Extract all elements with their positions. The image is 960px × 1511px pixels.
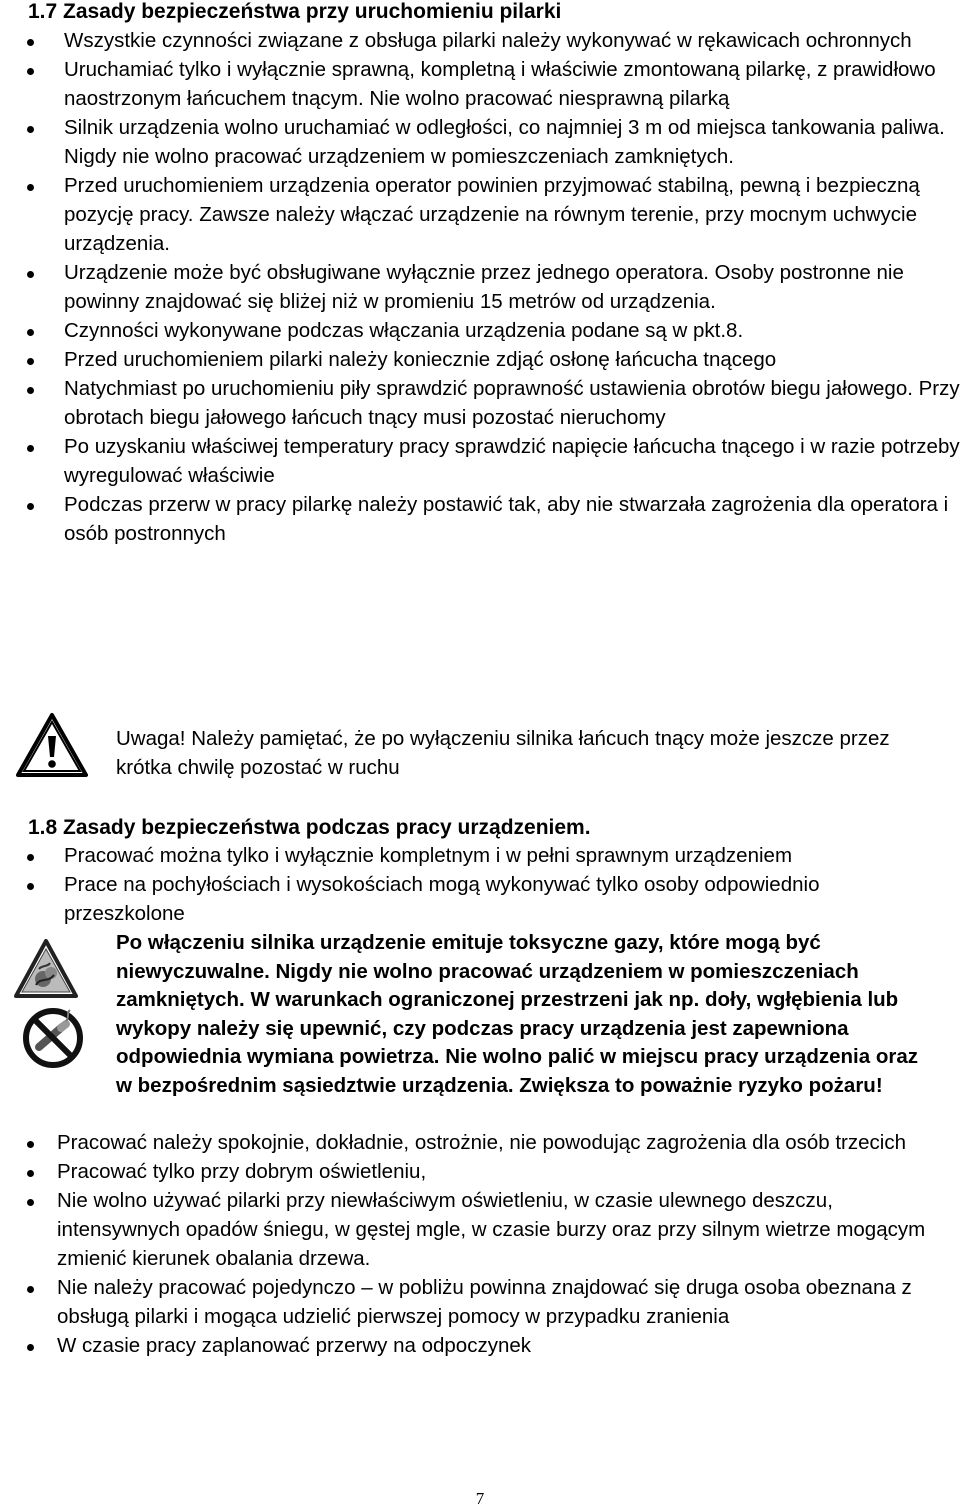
list-item: Uruchamiać tylko i wyłącznie sprawną, kompletną i właściwie zmontowaną pilarkę, z prawidłowo naostrzonym łańcuchem tnącym. Nie wolno pracować niesprawną pilarką — [64, 55, 960, 113]
list-item: Czynności wykonywane podczas włączania urządzenia podane są w pkt.8. — [64, 316, 960, 345]
bullet-icon — [27, 39, 34, 46]
bullet-icon — [27, 358, 34, 365]
list-item: Podczas przerw w pracy pilarkę należy postawić tak, aby nie stwarzała zagrożenia dla operatora i osób postronnych — [64, 490, 960, 548]
list-item: Przed uruchomieniem urządzenia operator powinien przyjmować stabilną, pewną i bezpieczną pozycję pracy. Zawsze należy włączać urządzenie na równym terenie, przy mocnym uchwycie urządzenia. — [64, 171, 960, 258]
stop-engine-warning — [16, 712, 916, 782]
no-smoking-icon — [22, 1007, 84, 1069]
list-item: Pracować można tylko i wyłącznie kompletnym i w pełni sprawnym urządzeniem — [64, 841, 944, 870]
section-1-7-list — [64, 26, 960, 548]
bullet-icon — [27, 503, 34, 510]
section-1-8-list-top — [64, 841, 944, 928]
section-1-8-title: 1.8 Zasady bezpieczeństwa podczas pracy urządzeniem. — [28, 816, 591, 839]
warning-triangle-icon — [16, 712, 88, 778]
list-item: Nie należy pracować pojedynczo – w pobliżu powinna znajdować się druga osoba obeznana z obsługą pilarki i mogąca udzielić pierwszej pomocy w przypadku zranienia — [57, 1273, 937, 1331]
bullet-icon — [27, 1344, 34, 1351]
list-item: Prace na pochyłościach i wysokościach mogą wykonywać tylko osoby odpowiednio przeszkolone — [64, 870, 944, 928]
page-number: 7 — [475, 1489, 485, 1508]
bullet-icon — [27, 1141, 34, 1148]
list-item: Urządzenie może być obsługiwane wyłącznie przez jednego operatora. Osoby postronne nie powinny znajdować się bliżej niż w promieniu 15 metrów od urządzenia. — [64, 258, 960, 316]
warning-text: Uwaga! Należy pamiętać, że po wyłączeniu silnika łańcuch tnący może jeszcze przez krótka chwilę pozostać w ruchu — [116, 727, 890, 779]
bullet-icon — [27, 271, 34, 278]
toxic-gas-warning-icon — [14, 939, 78, 999]
list-item: Silnik urządzenia wolno uruchamiać w odległości, co najmniej 3 m od miejsca tankowania paliwa. Nigdy nie wolno pracować urządzeniem w pomieszczeniach zamkniętych. — [64, 113, 960, 171]
list-item: Nie wolno używać pilarki przy niewłaściwym oświetleniu, w czasie ulewnego deszczu, intensywnych opadów śniegu, w gęstej mgle, w czasie burzy oraz przy silnym wietrze mogącym zmienić kierunek obalania drzewa. — [57, 1186, 937, 1273]
list-item: Przed uruchomieniem pilarki należy koniecznie zdjąć osłonę łańcucha tnącego — [64, 345, 960, 374]
bullet-icon — [27, 126, 34, 133]
bullet-icon — [27, 883, 34, 890]
bullet-icon — [27, 184, 34, 191]
warning-text: Po włączeniu silnika urządzenie emituje toksyczne gazy, które mogą być niewyczuwalne. Nigdy nie wolno pracować urządzeniem w pomieszczeniach zamkniętych. W warunkach ograniczonej przestrzeni jak np. doły, wgłębienia lub wykopy należy się upewnić, czy podczas pracy urządzenia jest zapewniona odpowiednia wymiana powietrza. Nie wolno palić w miejscu pracy urządzenia oraz w bezpośrednim sąsiedztwie urządzenia. Zwiększa to poważnie ryzyko pożaru! — [116, 931, 918, 1097]
list-item: W czasie pracy zaplanować przerwy na odpoczynek — [57, 1331, 937, 1360]
bullet-icon — [27, 387, 34, 394]
bullet-icon — [27, 68, 34, 75]
list-item: Natychmiast po uruchomieniu piły sprawdzić poprawność ustawienia obrotów biegu jałowego. Przy obrotach biegu jałowego łańcuch tnący musi pozostać nieruchomy — [64, 374, 960, 432]
list-item: Wszystkie czynności związane z obsługa pilarki należy wykonywać w rękawicach ochronnych — [64, 26, 960, 55]
toxic-gas-warning — [0, 929, 960, 1129]
bullet-icon — [27, 1286, 34, 1293]
bullet-icon — [27, 1199, 34, 1206]
list-item: Pracować należy spokojnie, dokładnie, ostrożnie, nie powodując zagrożenia dla osób trzecich — [57, 1128, 937, 1157]
bullet-icon — [27, 854, 34, 861]
bullet-icon — [27, 445, 34, 452]
section-1-8-list-bottom — [57, 1128, 937, 1360]
list-item: Pracować tylko przy dobrym oświetleniu, — [57, 1157, 937, 1186]
section-1-7-title: 1.7 Zasady bezpieczeństwa przy uruchomieniu pilarki — [28, 0, 562, 23]
bullet-icon — [27, 1170, 34, 1177]
list-item: Po uzyskaniu właściwej temperatury pracy sprawdzić napięcie łańcucha tnącego i w razie potrzeby wyregulować właściwie — [64, 432, 960, 490]
bullet-icon — [27, 329, 34, 336]
